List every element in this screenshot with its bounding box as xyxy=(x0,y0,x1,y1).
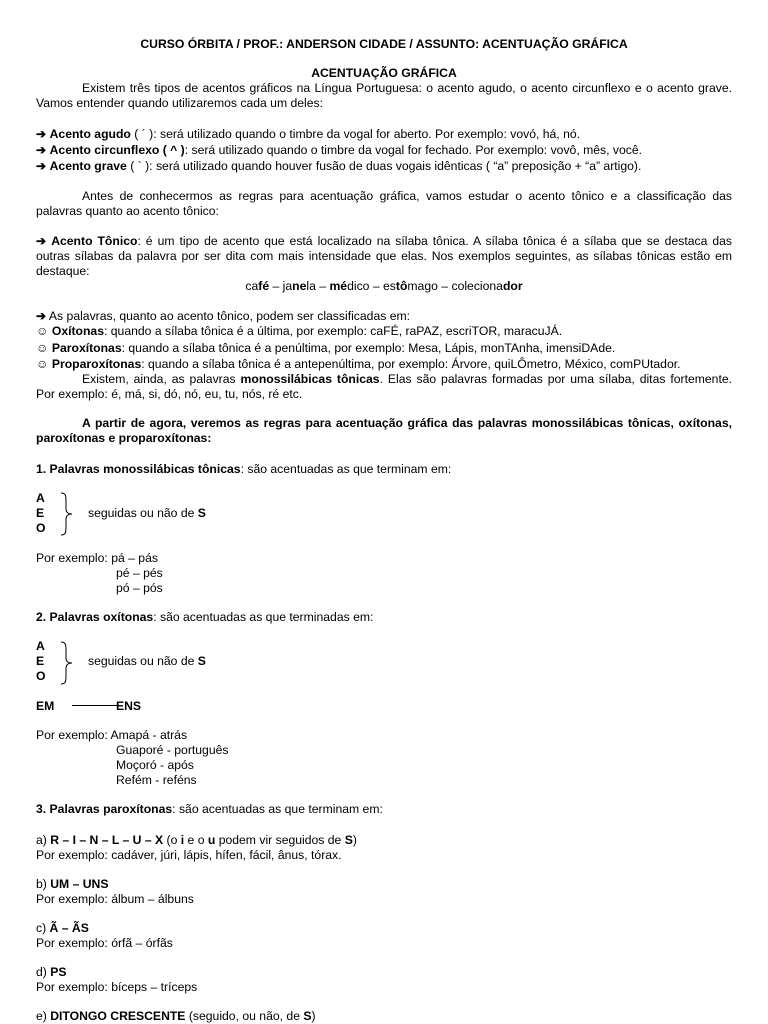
rule1-followed-text: seguidas ou não de S xyxy=(88,506,206,520)
rule3-item-b: b) UM – UNS xyxy=(36,877,109,891)
accent-name: Acento grave xyxy=(49,159,127,173)
page-title: ACENTUAÇÃO GRÁFICA xyxy=(311,66,457,80)
rule2-ens: ENS xyxy=(116,699,142,713)
rule1-letter-e: E xyxy=(36,506,45,520)
rule1-heading: 1. Palavras monossilábicas tônicas: são acentuadas as que terminam em: xyxy=(36,462,452,476)
rule2-letter-e: E xyxy=(36,654,45,668)
rule1-example: pó – pós xyxy=(116,581,163,595)
rule2-letter-a: A xyxy=(36,639,45,653)
rule3-item-b-example: Por exemplo: álbum – álbuns xyxy=(36,892,194,906)
rule3-item-e: e) DITONGO CRESCENTE (seguido, ou não, de S) xyxy=(36,1009,316,1023)
smiley-icon: ☺ xyxy=(36,357,49,371)
rule1-example: pé – pés xyxy=(116,566,163,580)
tonic-term: Acento Tônico xyxy=(51,234,138,248)
rule3-heading: 3. Palavras paroxítonas: são acentuadas as que terminam em: xyxy=(36,802,383,816)
classification-item-proparoxitonas: ☺ Proparoxítonas: quando a sílaba tônica é a antepenúltima, por exemplo: Árvore, quiLÔmetro, México, comPUtador. xyxy=(36,357,681,371)
arrow-icon: ➔ xyxy=(36,127,47,141)
monosyllabic-paragraph: Existem, ainda, as palavras monossilábicas tônicas. Elas são palavras formadas por uma sílaba, ditas fortemente. Por exemplo: é, má, si, dó, nó, eu, tu, nós, ré etc. xyxy=(36,372,733,401)
rule2-example: Moçoró - após xyxy=(116,758,194,772)
arrow-line xyxy=(72,705,118,706)
rule3-item-c: c) Ã – ÃS xyxy=(36,921,89,935)
document-header: CURSO ÓRBITA / PROF.: ANDERSON CIDADE / ASSUNTO: ACENTUAÇÃO GRÁFICA xyxy=(140,37,628,51)
accent-name: Acento agudo xyxy=(49,127,131,141)
smiley-icon: ☺ xyxy=(36,341,49,355)
brace-icon xyxy=(60,641,74,685)
smiley-icon: ☺ xyxy=(36,324,49,338)
accent-item-grave: ➔ Acento grave ( ` ): será utilizado quando houver fusão de duas vogais idênticas ( “a” preposição + “a” artigo). xyxy=(36,159,642,173)
rule1-example-label: Por exemplo: pá – pás xyxy=(36,551,158,565)
arrow-icon: ➔ xyxy=(36,309,47,323)
accent-item-agudo: ➔ Acento agudo ( ´ ): será utilizado quando o timbre da vogal for aberto. Por exemplo: vovó, há, nó. xyxy=(36,127,581,141)
before-rules-paragraph: Antes de conhecermos as regras para acentuação gráfica, vamos estudar o acento tônico e a classificação das palavras quanto ao acento tônico: xyxy=(36,189,732,218)
rule2-heading: 2. Palavras oxítonas: são acentuadas as que terminadas em: xyxy=(36,610,374,624)
brace-icon xyxy=(60,492,74,536)
rule3-item-a: a) R – I – N – L – U – X (o i e o u podem vir seguidos de S) xyxy=(36,833,357,847)
rule3-item-d-example: Por exemplo: bíceps – tríceps xyxy=(36,980,198,994)
rules-intro-paragraph: A partir de agora, veremos as regras para acentuação gráfica das palavras monossilábicas tônicas, oxítonas, paroxítonas e proparoxítonas: xyxy=(36,416,732,445)
accent-item-circunflexo: ➔ Acento circunflexo ( ^ ): será utilizado quando o timbre da vogal for fechado. Por exemplo: vovô, mês, você. xyxy=(36,143,643,157)
rule1-letter-o: O xyxy=(36,521,46,535)
rule2-em: EM xyxy=(36,699,55,713)
rule2-letter-o: O xyxy=(36,669,46,683)
rule3-item-d: d) PS xyxy=(36,965,67,979)
rule2-followed-text: seguidas ou não de S xyxy=(88,654,206,668)
rule2-example: Guaporé - português xyxy=(116,743,229,757)
rule3-item-c-example: Por exemplo: órfã – órfãs xyxy=(36,936,173,950)
tonic-examples-line: café – janela – médico – estômago – colecionador xyxy=(245,279,523,293)
intro-paragraph: Existem três tipos de acentos gráficos na Língua Portuguesa: o acento agudo, o acento circunflexo e o acento grave. Vamos entender quando utilizaremos cada um deles: xyxy=(36,81,732,110)
classification-item-paroxitonas: ☺ Paroxítonas: quando a sílaba tônica é a penúltima, por exemplo: Mesa, Lápis, monTAnha, imensiDAde. xyxy=(36,341,616,355)
rule1-letter-a: A xyxy=(36,491,45,505)
arrow-icon: ➔ xyxy=(36,159,47,173)
tonic-paragraph: ➔ Acento Tônico: é um tipo de acento que está localizado na sílaba tônica. A sílaba tônica é a sílaba que se destaca das outras sílabas da palavra por ser dita com mais intensidade que elas. Nos exemplos seguintes, as sílabas tônicas estão em destaque: xyxy=(36,234,732,278)
rule3-item-a-example: Por exemplo: cadáver, júri, lápis, hífen, fácil, ânus, tórax. xyxy=(36,848,342,862)
rule2-example: Refém - reféns xyxy=(116,773,197,787)
classification-intro: ➔ As palavras, quanto ao acento tônico, podem ser classificadas em: xyxy=(36,309,411,323)
arrow-icon: ➔ xyxy=(36,143,47,157)
accent-name: Acento circunflexo xyxy=(49,143,160,157)
rule2-example-label: Por exemplo: Amapá - atrás xyxy=(36,728,188,742)
classification-item-oxitonas: ☺ Oxítonas: quando a sílaba tônica é a última, por exemplo: caFÉ, raPAZ, escriTOR, maracuJÁ. xyxy=(36,324,563,338)
arrow-icon: ➔ xyxy=(36,234,47,248)
